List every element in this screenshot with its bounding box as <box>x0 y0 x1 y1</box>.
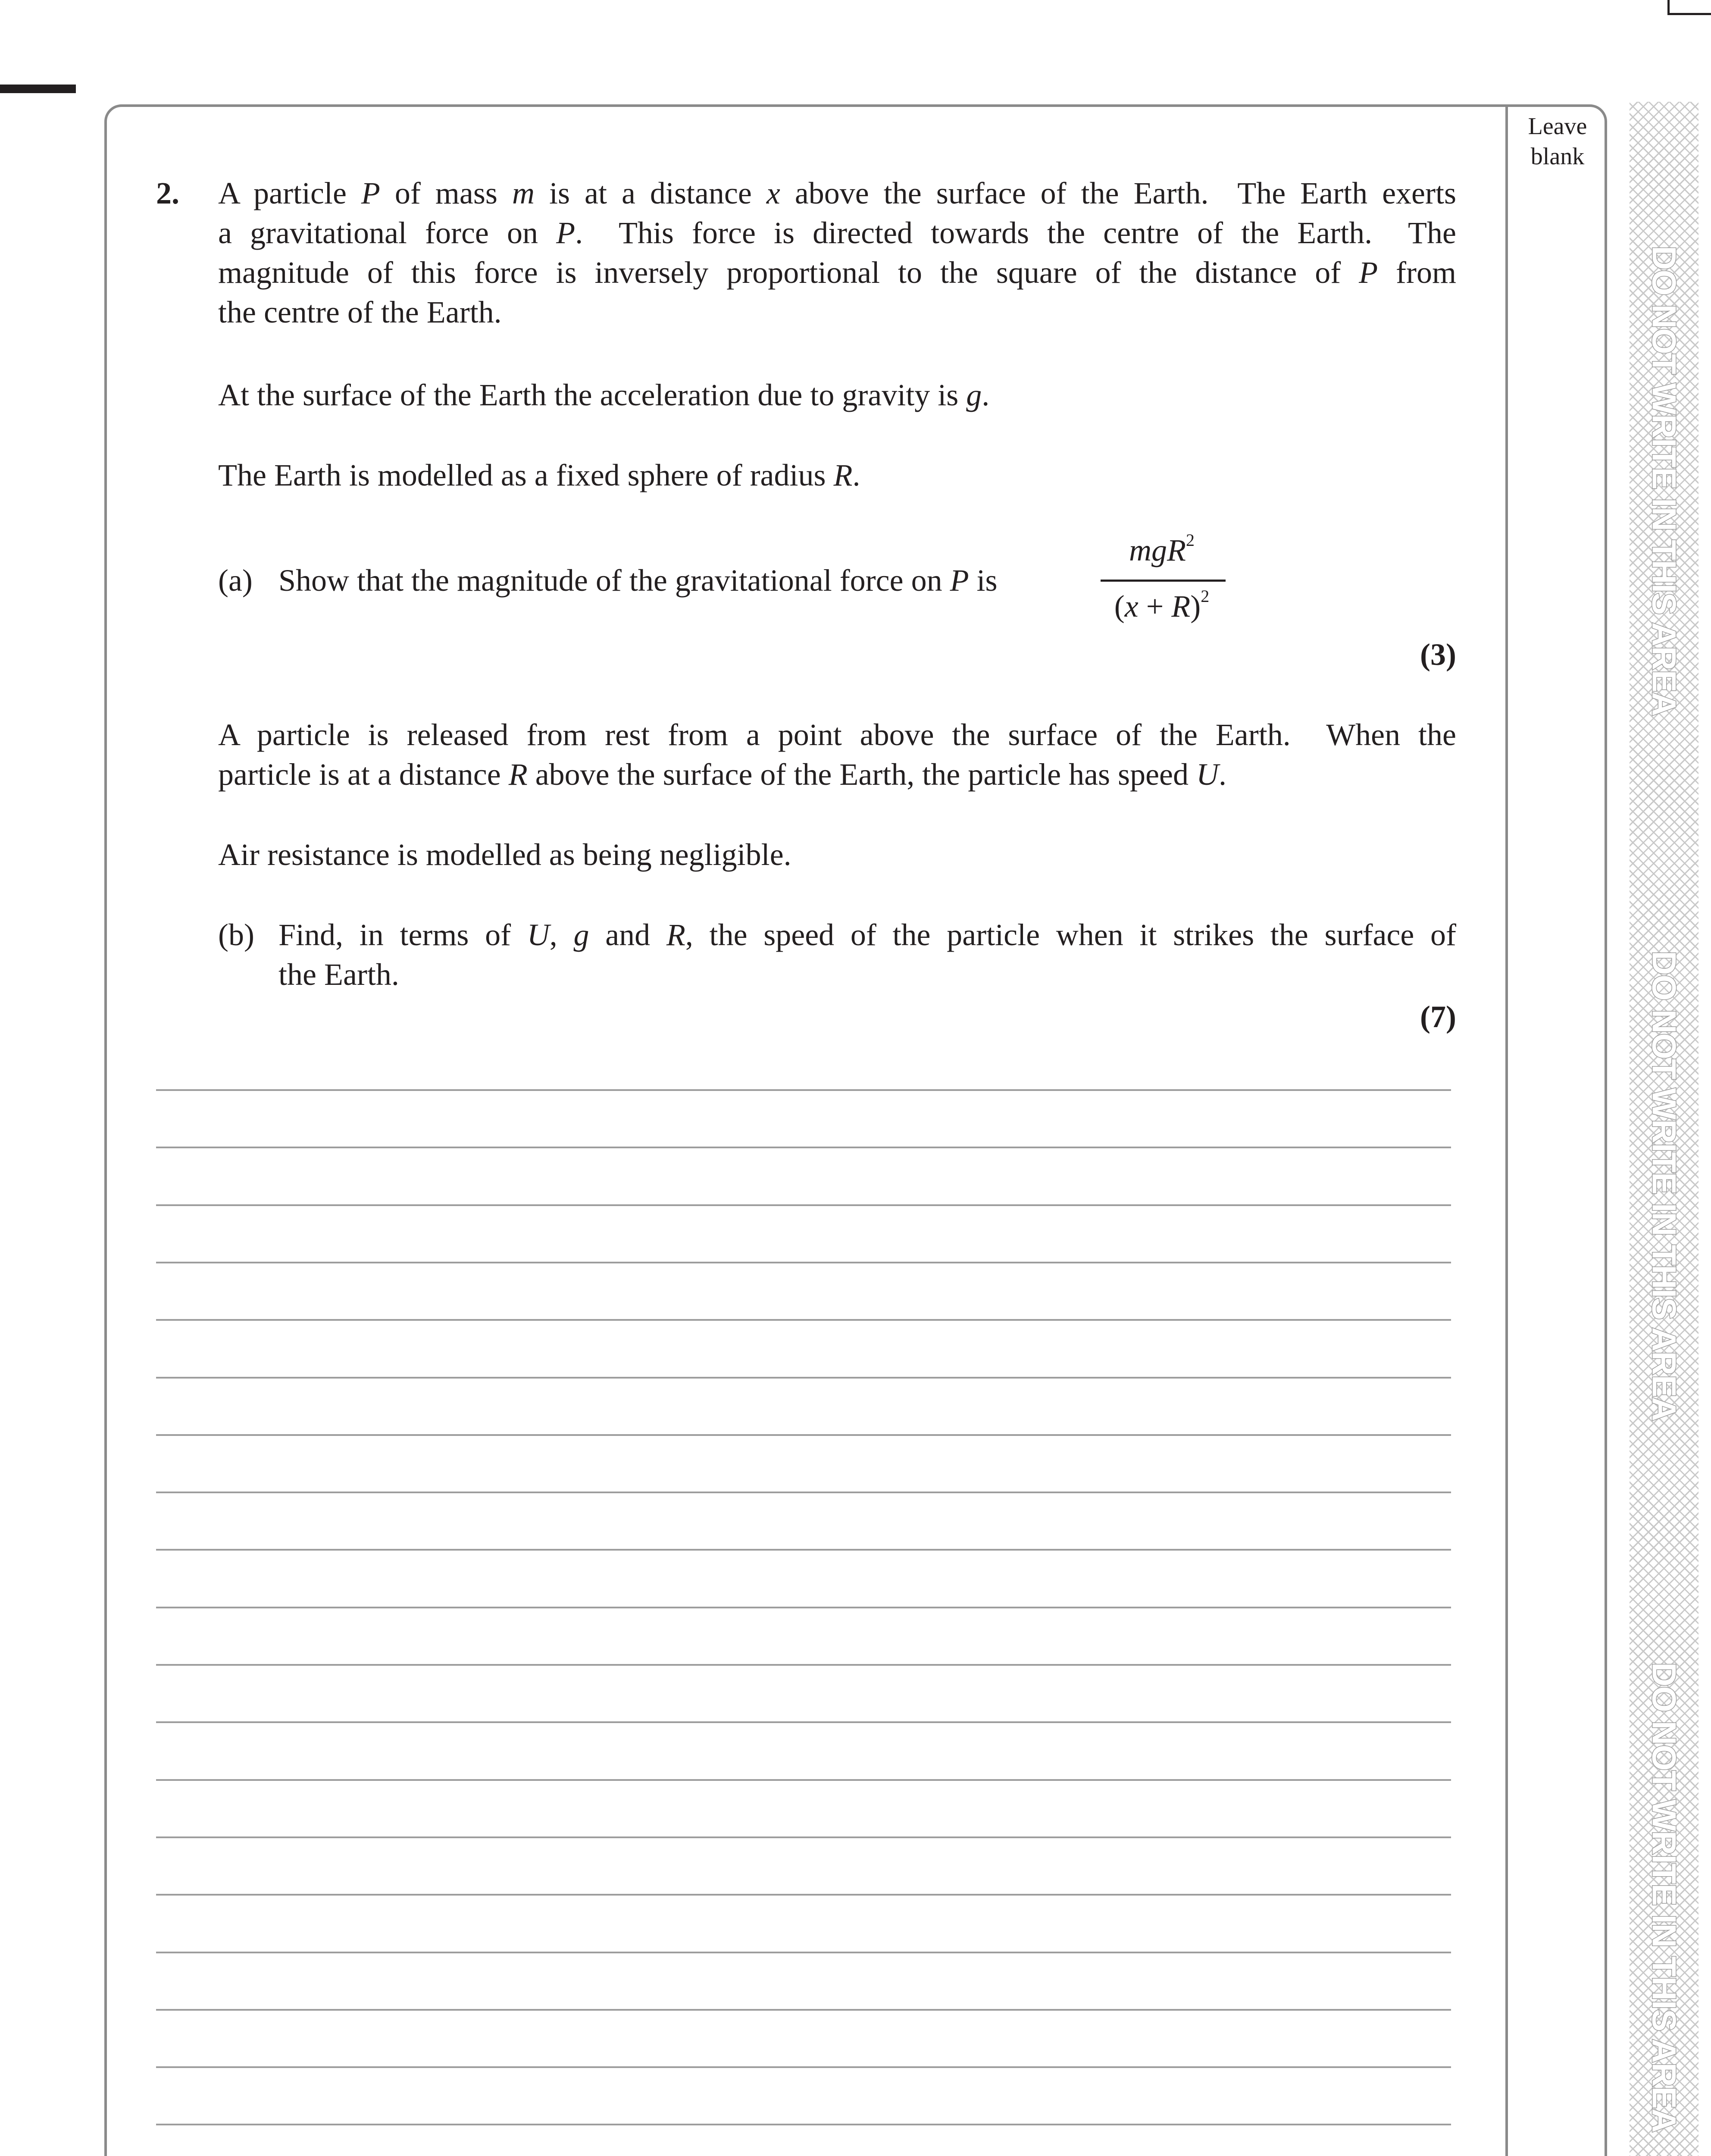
answer-line[interactable] <box>156 1836 1451 1838</box>
intro-line-1-tail: above the surface of the Earth. The Earth exerts <box>780 176 1457 210</box>
answer-line[interactable] <box>156 1952 1451 1953</box>
force-fraction <box>1097 530 1226 634</box>
answer-line[interactable] <box>156 1721 1451 1723</box>
release-line: A particle is released from rest from a point above the surface of the Earth. When the <box>218 718 1456 752</box>
leave-blank-label <box>1509 111 1606 172</box>
fraction-numerator: mgR$^2$ <box>1129 530 1195 567</box>
question-intro <box>218 173 1456 332</box>
intro-line: a gravitational force on P. This force is directed towards the centre of the Earth. The <box>218 216 1456 250</box>
release-line: particle is at a distance R above the surface of the Earth, the particle has speed U. <box>218 757 1226 792</box>
question-number: 2. <box>156 176 179 210</box>
fraction-denominator: $(x + R)^2$ <box>1114 586 1210 624</box>
answer-line[interactable] <box>156 1607 1451 1608</box>
answer-line[interactable] <box>156 1549 1451 1551</box>
answer-line[interactable] <box>156 2009 1451 2011</box>
intro-line: A particle P of mass m is at a distance x above the surface of the Earth. The Earth exerts <box>218 176 1457 210</box>
part-b-text <box>278 915 1456 994</box>
answer-line[interactable] <box>156 1894 1451 1896</box>
model-statement: The Earth is modelled as a fixed sphere of radius R. <box>218 458 860 492</box>
answer-line[interactable] <box>156 1434 1451 1436</box>
answer-line[interactable] <box>156 1664 1451 1666</box>
answer-line[interactable] <box>156 2066 1451 2068</box>
part-a-label: (a) <box>218 563 253 598</box>
leave-label: Leave <box>1528 113 1587 140</box>
part-b-label: (b) <box>218 918 254 952</box>
answer-line[interactable] <box>156 1089 1451 1091</box>
leave-blank-divider <box>1505 106 1508 2156</box>
answer-line[interactable] <box>156 1262 1451 1263</box>
part-a-text: Show that the magnitude of the gravitational force on P is <box>278 563 998 598</box>
air-resistance-statement: Air resistance is modelled as being negligible. <box>218 837 791 872</box>
intro-line: the centre of the Earth. <box>218 295 502 329</box>
answer-line[interactable] <box>156 1779 1451 1781</box>
answer-line[interactable] <box>156 1319 1451 1321</box>
fraction-bar <box>1101 580 1226 582</box>
intro-line: magnitude of this force is inversely proportional to the square of the distance of P from <box>218 255 1456 290</box>
part-b-marks: (7) <box>1420 1000 1456 1034</box>
top-right-crop-mark <box>1667 0 1670 15</box>
part-b-line: the Earth. <box>278 957 399 992</box>
part-b-line: Find, in terms of U, g and R, the speed of the particle when it strikes the surface of <box>278 918 1456 952</box>
top-right-crop-mark-horizontal <box>1667 13 1711 15</box>
blank-label: blank <box>1530 143 1585 170</box>
answer-line[interactable] <box>156 1204 1451 1206</box>
answer-line[interactable] <box>156 2124 1451 2125</box>
answer-line[interactable] <box>156 1377 1451 1379</box>
answer-line[interactable] <box>156 1492 1451 1493</box>
answer-line[interactable] <box>156 1147 1451 1148</box>
release-statement <box>218 715 1456 794</box>
top-left-registration-mark <box>0 85 76 93</box>
gravity-statement: At the surface of the Earth the acceleration due to gravity is g. <box>218 378 990 412</box>
part-a-marks: (3) <box>1420 637 1456 672</box>
